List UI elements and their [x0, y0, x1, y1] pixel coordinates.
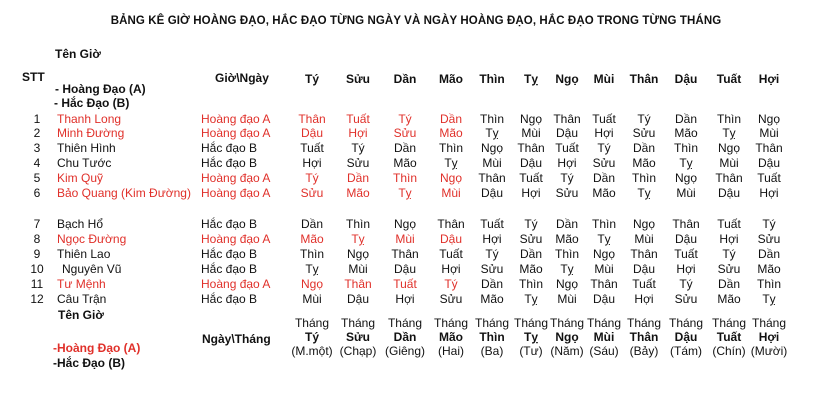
day-cell: Hợi: [521, 186, 541, 200]
day-cell: Dậu: [300, 126, 324, 140]
month-legend-hac-dao: -Hắc Đạo (B): [53, 356, 126, 370]
row-type: Hắc đạo B: [201, 262, 258, 276]
day-cell: Dần: [439, 112, 463, 126]
month-number: (Chạp): [339, 344, 377, 358]
day-cell: Thìn: [673, 141, 699, 155]
row-hour-name: Minh Đường: [57, 126, 125, 140]
legend-hac-dao: - Hắc Đạo (B): [54, 96, 130, 110]
day-cell: Mão: [632, 156, 656, 170]
day-column-header: Mão: [439, 72, 463, 86]
day-cell: Ngọ: [393, 217, 417, 231]
day-cell: Ngọ: [480, 141, 504, 155]
month-number: (Bảy): [629, 344, 659, 358]
month-name: Tỵ: [523, 330, 538, 344]
month-column-header: [751, 316, 788, 358]
day-cell: Thìn: [631, 171, 657, 185]
day-cell: Mão: [439, 126, 463, 140]
row-hour-name: Tư Mệnh: [57, 277, 106, 291]
month-name: Hợi: [758, 330, 780, 344]
day-cell: Mão: [757, 262, 781, 276]
month-name: Thìn: [479, 330, 505, 344]
day-column-header: Sửu: [345, 72, 371, 86]
day-cell: Thân: [715, 171, 743, 185]
day-cell: Dần: [632, 141, 656, 155]
day-cell: Thìn: [438, 141, 464, 155]
day-cell: Tuất: [393, 277, 417, 291]
row-stt: 5: [33, 171, 41, 185]
month-column-header: [340, 316, 377, 358]
row-hour-name: Thiên Lao: [57, 247, 111, 261]
row-hour-name: Nguyên Vũ: [62, 262, 122, 276]
row-type: Hắc đạo B: [201, 156, 258, 170]
day-cell: Ngọ: [346, 247, 370, 261]
row-hour-name: Câu Trận: [57, 292, 107, 306]
day-cell: Dậu: [519, 156, 543, 170]
day-cell: Ngọ: [555, 277, 579, 291]
day-cell: Dậu: [480, 186, 504, 200]
day-cell: Dần: [346, 171, 370, 185]
day-cell: Mùi: [441, 186, 461, 200]
day-cell: Sửu: [519, 232, 543, 246]
month-legend-hoang-dao: -Hoàng Đạo (A): [53, 341, 141, 355]
month-number: (Giêng): [384, 344, 426, 358]
month-name: Ngọ: [555, 330, 579, 344]
row-type: Hoàng đạo A: [201, 112, 271, 126]
row-stt: 9: [33, 247, 41, 261]
row-type: Hắc đạo B: [201, 217, 258, 231]
row-stt: 6: [33, 186, 41, 200]
day-cell: Hợi: [634, 292, 654, 306]
day-cell: Tuất: [717, 217, 741, 231]
day-cell: Tý: [597, 141, 611, 155]
day-cell: Hợi: [759, 186, 779, 200]
day-cell: Dần: [300, 217, 324, 231]
row-hour-name: Chu Tước: [57, 156, 112, 170]
day-column-header: Mùi: [593, 72, 615, 86]
day-cell: Sửu: [757, 232, 781, 246]
month-label: Tháng: [668, 316, 704, 330]
day-cell: Mão: [393, 156, 417, 170]
day-cell: Thìn: [756, 277, 782, 291]
day-cell: Tỵ: [679, 156, 693, 170]
day-cell: Tuất: [674, 247, 698, 261]
day-cell: Thân: [517, 141, 545, 155]
row-hour-name: Thiên Hình: [57, 141, 116, 155]
day-cell: Thân: [590, 277, 618, 291]
row-stt: 10: [30, 262, 44, 276]
month-label: Tháng: [474, 316, 510, 330]
day-cell: Tuất: [439, 247, 463, 261]
day-cell: Mùi: [521, 126, 541, 140]
month-number: (Hai): [438, 344, 464, 358]
month-name: Tuất: [716, 330, 742, 344]
day-cell: Ngọ: [592, 247, 616, 261]
row-type: Hoàng đạo A: [201, 171, 271, 185]
month-column-header: [587, 316, 621, 358]
day-cell: Thìn: [345, 217, 371, 231]
row-stt: 8: [33, 232, 41, 246]
month-column-header: [712, 316, 746, 358]
day-cell: Thân: [391, 247, 419, 261]
month-label: Tháng: [711, 316, 747, 330]
legend-hoang-dao: - Hoàng Đạo (A): [55, 82, 146, 96]
day-column-header: Tuất: [716, 72, 742, 86]
day-cell: Sửu: [393, 126, 417, 140]
day-cell: Mùi: [348, 262, 368, 276]
month-number: (Tám): [670, 344, 702, 358]
month-label: Tháng: [340, 316, 376, 330]
day-cell: Sửu: [346, 156, 370, 170]
month-label: Tháng: [626, 316, 662, 330]
day-cell: Thìn: [299, 247, 325, 261]
row-stt: 4: [33, 156, 41, 170]
day-cell: Tỵ: [637, 186, 651, 200]
day-cell: Dậu: [757, 156, 781, 170]
day-cell: Mùi: [634, 232, 654, 246]
month-number: (Tư): [519, 344, 543, 358]
day-cell: Tý: [560, 171, 574, 185]
day-cell: Thân: [298, 112, 326, 126]
row-type: Hắc đạo B: [201, 292, 258, 306]
day-cell: Mùi: [676, 186, 696, 200]
day-cell: Mão: [717, 292, 741, 306]
month-label: Tháng: [433, 316, 469, 330]
row-type: Hoàng đạo A: [201, 186, 271, 200]
day-cell: Tuất: [757, 171, 781, 185]
month-label: Tháng: [513, 316, 549, 330]
gio-ngay-header: Giờ\Ngày: [215, 71, 269, 85]
day-cell: Ngọ: [674, 171, 698, 185]
day-cell: Dậu: [674, 232, 698, 246]
day-cell: Dần: [555, 217, 579, 231]
day-column-header: Dần: [393, 72, 417, 86]
row-hour-name: Thanh Long: [57, 112, 122, 126]
row-type: Hoàng đạo A: [201, 232, 271, 246]
day-cell: Tỵ: [485, 126, 499, 140]
ten-gio-label: Tên Giờ: [55, 47, 101, 61]
month-name: Tý: [304, 330, 320, 344]
day-cell: Dần: [592, 171, 616, 185]
day-cell: Tý: [679, 277, 693, 291]
day-cell: Thân: [630, 247, 658, 261]
month-number: (Sáu): [589, 344, 619, 358]
day-cell: Dậu: [393, 262, 417, 276]
month-ten-gio-label: Tên Giờ: [58, 308, 104, 322]
row-hour-name: Bảo Quang (Kim Đường): [57, 186, 191, 200]
day-cell: Dần: [717, 277, 741, 291]
month-number: (Chín): [712, 344, 746, 358]
day-cell: Tý: [398, 112, 412, 126]
day-cell: Hợi: [719, 232, 739, 246]
day-cell: Ngọ: [439, 171, 463, 185]
day-cell: Tỵ: [444, 156, 458, 170]
day-cell: Tỵ: [305, 262, 319, 276]
day-cell: Sửu: [300, 186, 324, 200]
month-column-header: [434, 316, 468, 358]
day-cell: Thân: [553, 112, 581, 126]
day-cell: Tuất: [555, 141, 579, 155]
page-title: BẢNG KÊ GIỜ HOÀNG ĐẠO, HẮC ĐẠO TỪNG NGÀY VÀ NGÀY HOÀNG ĐẠO, HẮC ĐẠO TRONG TỪNG THÁNG: [110, 15, 722, 27]
day-cell: Hợi: [441, 262, 461, 276]
day-column-header: Tỵ: [523, 72, 539, 86]
day-cell: Tý: [444, 277, 458, 291]
day-cell: Dậu: [632, 262, 656, 276]
month-label: Tháng: [387, 316, 423, 330]
day-cell: Tuất: [480, 217, 504, 231]
day-cell: Mão: [300, 232, 324, 246]
day-cell: Hợi: [594, 126, 614, 140]
day-cell: Thìn: [479, 112, 505, 126]
row-stt: 7: [33, 217, 41, 231]
day-cell: Hợi: [302, 156, 322, 170]
day-cell: Thân: [344, 277, 372, 291]
day-cell: Tý: [305, 171, 319, 185]
day-cell: Thân: [478, 171, 506, 185]
day-cell: Mùi: [594, 262, 614, 276]
day-cell: Mùi: [395, 232, 415, 246]
month-number: (Mười): [750, 344, 788, 358]
day-cell: Dần: [480, 277, 504, 291]
day-cell: Mão: [674, 126, 698, 140]
day-cell: Mão: [555, 232, 579, 246]
day-cell: Tý: [351, 141, 365, 155]
day-cell: Thìn: [518, 277, 544, 291]
day-cell: Dậu: [555, 126, 579, 140]
row-stt: 2: [33, 126, 41, 140]
month-number: (Năm): [550, 344, 584, 358]
day-cell: Tỵ: [560, 262, 574, 276]
day-cell: Hợi: [482, 232, 502, 246]
row-type: Hoàng đạo A: [201, 277, 271, 291]
day-cell: Dậu: [717, 186, 741, 200]
day-cell: Mùi: [719, 156, 739, 170]
row-stt: 3: [33, 141, 41, 155]
row-type: Hắc đạo B: [201, 141, 258, 155]
month-label: Tháng: [751, 316, 787, 330]
day-cell: Tuất: [632, 277, 656, 291]
day-cell: Dậu: [346, 292, 370, 306]
month-column-header: [514, 316, 548, 358]
day-cell: Tý: [762, 217, 776, 231]
day-cell: Mão: [592, 186, 616, 200]
row-stt: 1: [33, 112, 41, 126]
month-label: Tháng: [549, 316, 585, 330]
day-cell: Mùi: [759, 126, 779, 140]
month-name: Dậu: [674, 330, 698, 344]
day-cell: Mão: [346, 186, 370, 200]
day-column-header: Ngọ: [555, 72, 579, 86]
day-cell: Hợi: [676, 262, 696, 276]
month-name: Mão: [439, 330, 463, 344]
month-column-header: [669, 316, 703, 358]
day-cell: Sửu: [632, 126, 656, 140]
day-cell: Thìn: [392, 171, 418, 185]
day-cell: Dậu: [439, 232, 463, 246]
day-cell: Thân: [755, 141, 783, 155]
day-cell: Tý: [524, 217, 538, 231]
month-name: Sửu: [345, 330, 371, 344]
day-cell: Tỵ: [597, 232, 611, 246]
day-cell: Thân: [437, 217, 465, 231]
row-hour-name: Bạch Hổ: [57, 217, 104, 231]
month-name: Mùi: [593, 330, 615, 344]
row-type: Hoàng đạo A: [201, 126, 271, 140]
month-number: (Ba): [480, 344, 504, 358]
day-cell: Tý: [722, 247, 736, 261]
day-column-header: Hợi: [758, 72, 780, 86]
day-cell: Dần: [393, 141, 417, 155]
day-cell: Dần: [519, 247, 543, 261]
day-cell: Thìn: [554, 247, 580, 261]
day-cell: Hợi: [557, 156, 577, 170]
month-column-header: [475, 316, 509, 358]
day-cell: Mùi: [482, 156, 502, 170]
day-cell: Tỵ: [398, 186, 412, 200]
day-cell: Ngọ: [632, 217, 656, 231]
day-cell: Thìn: [716, 112, 742, 126]
month-label: Tháng: [294, 316, 330, 330]
month-column-header: [385, 316, 425, 358]
day-cell: Tuất: [519, 171, 543, 185]
day-cell: Tỵ: [524, 292, 538, 306]
day-cell: Tuất: [592, 112, 616, 126]
day-cell: Tuất: [346, 112, 370, 126]
day-cell: Ngọ: [519, 112, 543, 126]
day-cell: Dần: [674, 112, 698, 126]
day-cell: Mão: [519, 262, 543, 276]
day-cell: Ngọ: [717, 141, 741, 155]
row-stt: 11: [30, 277, 44, 291]
day-cell: Hợi: [395, 292, 415, 306]
day-column-header: Tý: [304, 72, 320, 86]
stt-header: STT: [22, 70, 45, 84]
day-cell: Tý: [637, 112, 651, 126]
month-column-header: [291, 316, 332, 358]
month-name: Dần: [393, 330, 417, 344]
day-cell: Mùi: [302, 292, 322, 306]
ngay-thang-header: Ngày\Tháng: [202, 332, 271, 346]
row-stt: 12: [30, 292, 44, 306]
row-hour-name: Ngọc Đường: [57, 232, 127, 246]
day-cell: Sửu: [717, 262, 741, 276]
day-cell: Tỵ: [722, 126, 736, 140]
row-hour-name: Kim Quỹ: [57, 171, 104, 185]
month-column-header: [627, 316, 661, 358]
day-cell: Sửu: [674, 292, 698, 306]
month-name: Thân: [629, 330, 659, 344]
day-cell: Sửu: [439, 292, 463, 306]
month-column-header: [550, 316, 584, 358]
day-cell: Dần: [757, 247, 781, 261]
day-cell: Ngọ: [300, 277, 324, 291]
day-cell: Sửu: [555, 186, 579, 200]
month-number: (M.một): [291, 344, 333, 358]
day-cell: Sửu: [592, 156, 616, 170]
day-cell: Thìn: [591, 217, 617, 231]
day-cell: Ngọ: [757, 112, 781, 126]
day-cell: Dậu: [592, 292, 616, 306]
day-cell: Sửu: [480, 262, 504, 276]
day-cell: Thân: [672, 217, 700, 231]
day-cell: Tỵ: [351, 232, 365, 246]
day-column-header: Thìn: [479, 72, 505, 86]
month-label: Tháng: [586, 316, 622, 330]
row-type: Hắc đạo B: [201, 247, 258, 261]
day-cell: Tỵ: [762, 292, 776, 306]
day-cell: Hợi: [348, 126, 368, 140]
day-cell: Mão: [480, 292, 504, 306]
day-cell: Mùi: [557, 292, 577, 306]
day-column-header: Thân: [629, 72, 659, 86]
day-column-header: Dậu: [674, 72, 698, 86]
day-cell: Tý: [485, 247, 499, 261]
day-cell: Tuất: [300, 141, 324, 155]
